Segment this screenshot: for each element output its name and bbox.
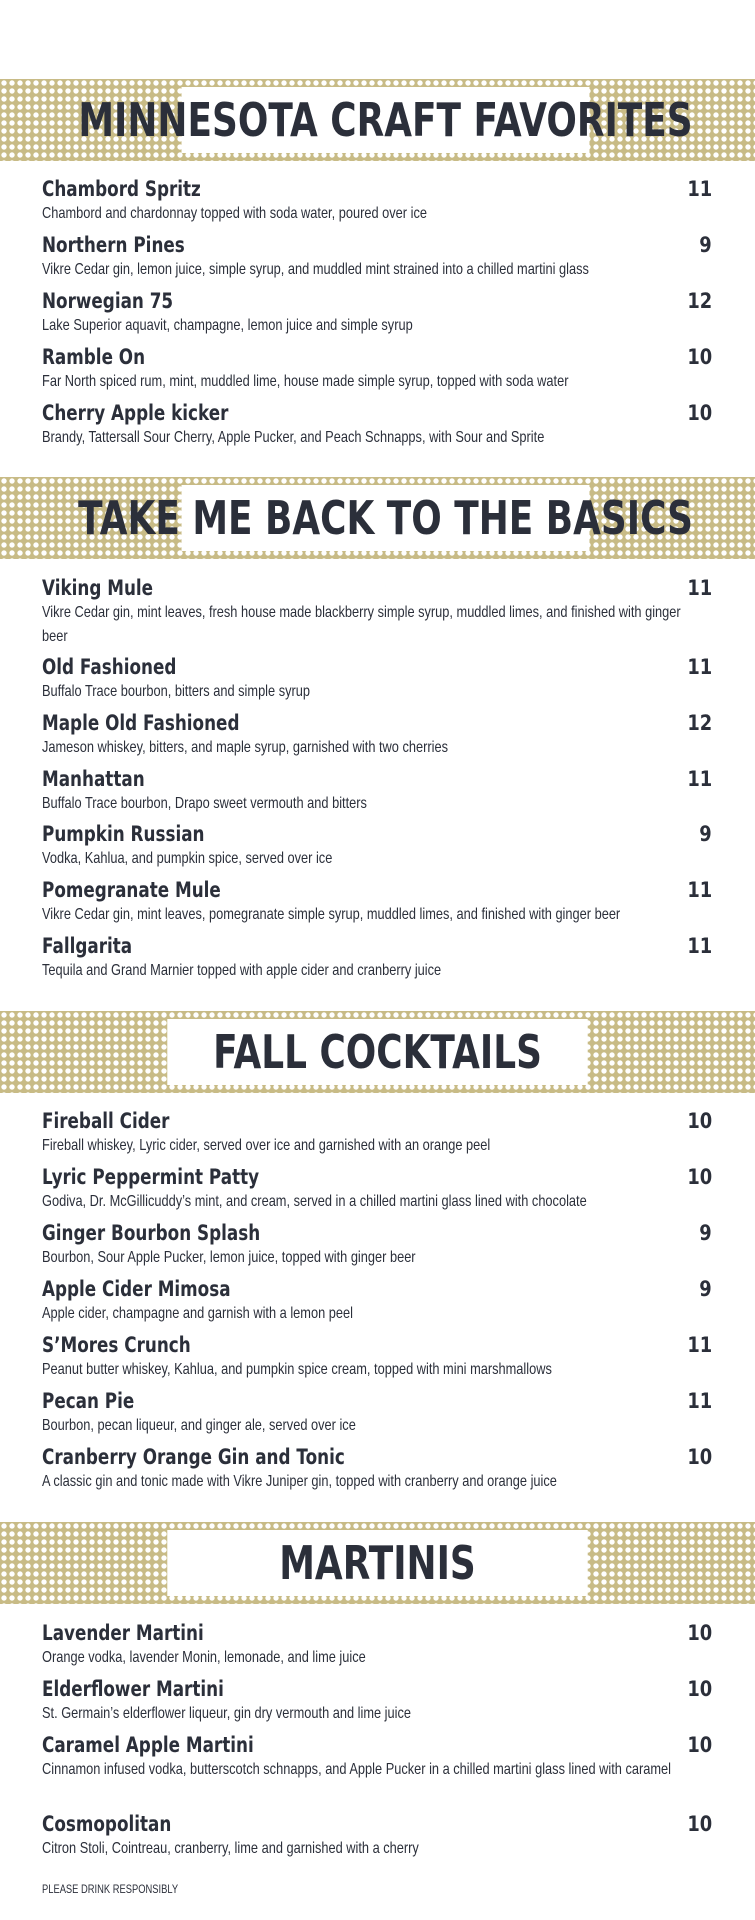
item-name: Cranberry Orange Gin and Tonic [42, 1445, 345, 1469]
menu-item [42, 176, 712, 226]
item-name: Ginger Bourbon Splash [42, 1221, 261, 1245]
item-price: 11 [687, 934, 712, 958]
section-header-band [0, 1011, 755, 1093]
item-name: Old Fashioned [42, 655, 177, 679]
item-description: Godiva, Dr. McGillicuddy’s mint, and cream, served in a chilled martini glass lined with chocolate [42, 1193, 587, 1210]
item-description: Vikre Cedar gin, mint leaves, pomegranate simple syrup, muddled limes, and finished with ginger beer [42, 906, 621, 923]
item-price: 11 [687, 878, 712, 902]
menu-item [42, 232, 712, 282]
section-title: MARTINIS [167, 1530, 587, 1596]
item-name: Cosmopolitan [42, 1812, 172, 1836]
item-description: Vikre Cedar gin, lemon juice, simple syrup, and muddled mint strained into a chilled martini glass [42, 261, 589, 278]
item-name: Pecan Pie [42, 1389, 135, 1413]
item-name: Chambord Spritz [42, 177, 201, 201]
item-price: 11 [687, 1333, 712, 1357]
item-description: A classic gin and tonic made with Vikre Juniper gin, topped with cranberry and orange juice [42, 1473, 557, 1490]
item-name: Cherry Apple kicker [42, 401, 229, 425]
menu-item [42, 344, 712, 394]
item-price: 10 [687, 401, 712, 425]
section-title: TAKE ME BACK TO THE BASICS [182, 485, 590, 551]
item-price: 12 [687, 711, 712, 735]
item-price: 11 [687, 1389, 712, 1413]
section-title: MINNESOTA CRAFT FAVORITES [182, 87, 590, 153]
menu-item [42, 1276, 712, 1326]
menu-item [42, 1164, 712, 1214]
item-name: Fireball Cider [42, 1109, 170, 1133]
item-price: 10 [687, 345, 712, 369]
section-header-band [0, 477, 755, 559]
menu-item [42, 288, 712, 338]
item-price: 10 [687, 1733, 712, 1757]
menu-item [42, 710, 712, 760]
item-name: Norwegian 75 [42, 289, 174, 313]
item-description: Buffalo Trace bourbon, bitters and simple syrup [42, 683, 310, 700]
item-description: Vodka, Kahlua, and pumpkin spice, served over ice [42, 850, 333, 867]
menu-item [42, 654, 712, 704]
menu-item [42, 575, 712, 649]
item-name: Manhattan [42, 767, 145, 791]
menu-item [42, 877, 712, 927]
item-description: Orange vodka, lavender Monin, lemonade, and lime juice [42, 1649, 366, 1666]
item-price: 10 [687, 1445, 712, 1469]
section-title: FALL COCKTAILS [167, 1019, 587, 1085]
menu-item [42, 1444, 712, 1494]
item-description: Far North spiced rum, mint, muddled lime, house made simple syrup, topped with soda water [42, 373, 569, 390]
menu-item [42, 1732, 712, 1782]
item-name: Pomegranate Mule [42, 878, 221, 902]
item-description: Buffalo Trace bourbon, Drapo sweet vermouth and bitters [42, 795, 367, 812]
item-description: Vikre Cedar gin, mint leaves, fresh house made blackberry simple syrup, muddled limes, and finished with ginger beer [42, 604, 681, 645]
item-description: Jameson whiskey, bitters, and maple syrup, garnished with two cherries [42, 739, 448, 756]
item-name: Northern Pines [42, 233, 185, 257]
menu-item [42, 1220, 712, 1270]
item-price: 10 [687, 1165, 712, 1189]
item-price: 12 [687, 289, 712, 313]
item-description: Tequila and Grand Marnier topped with apple cider and cranberry juice [42, 962, 442, 979]
item-name: Caramel Apple Martini [42, 1733, 254, 1757]
item-name: Apple Cider Mimosa [42, 1277, 231, 1301]
menu-item [42, 1811, 712, 1861]
item-description: Brandy, Tattersall Sour Cherry, Apple Pucker, and Peach Schnapps, with Sour and Sprite [42, 429, 545, 446]
menu-item [42, 1108, 712, 1158]
item-price: 11 [687, 576, 712, 600]
item-price: 10 [687, 1621, 712, 1645]
item-price: 11 [687, 767, 712, 791]
item-price: 9 [699, 1277, 712, 1301]
menu-item [42, 1620, 712, 1670]
item-price: 9 [699, 1221, 712, 1245]
item-price: 9 [699, 822, 712, 846]
item-description: Apple cider, champagne and garnish with a lemon peel [42, 1305, 353, 1322]
item-price: 9 [699, 233, 712, 257]
item-name: Ramble On [42, 345, 146, 369]
item-name: S’Mores Crunch [42, 1333, 191, 1357]
item-name: Elderflower Martini [42, 1677, 224, 1701]
menu-item [42, 821, 712, 871]
menu-item [42, 1676, 712, 1726]
menu-item [42, 766, 712, 816]
item-description: Lake Superior aquavit, champagne, lemon juice and simple syrup [42, 317, 413, 334]
item-description: Fireball whiskey, Lyric cider, served over ice and garnished with an orange peel [42, 1137, 491, 1154]
item-name: Lavender Martini [42, 1621, 204, 1645]
item-description: Cinnamon infused vodka, butterscotch schnapps, and Apple Pucker in a chilled martini glass lined with caramel [42, 1761, 671, 1778]
item-price: 10 [687, 1677, 712, 1701]
menu-item [42, 1332, 712, 1382]
menu-item [42, 933, 712, 983]
footer-notice: PLEASE DRINK RESPONSIBLY [42, 1882, 179, 1896]
item-description: Bourbon, pecan liqueur, and ginger ale, served over ice [42, 1417, 356, 1434]
item-price: 10 [687, 1109, 712, 1133]
section-header-band [0, 79, 755, 161]
item-name: Pumpkin Russian [42, 822, 205, 846]
item-name: Viking Mule [42, 576, 154, 600]
item-name: Lyric Peppermint Patty [42, 1165, 260, 1189]
item-description: Peanut butter whiskey, Kahlua, and pumpkin spice cream, topped with mini marshmallows [42, 1361, 552, 1378]
menu-item [42, 400, 712, 450]
menu-item [42, 1388, 712, 1438]
item-price: 10 [687, 1812, 712, 1836]
item-description: Citron Stoli, Cointreau, cranberry, lime and garnished with a cherry [42, 1840, 419, 1857]
item-description: Chambord and chardonnay topped with soda water, poured over ice [42, 205, 427, 222]
item-description: Bourbon, Sour Apple Pucker, lemon juice, topped with ginger beer [42, 1249, 416, 1266]
item-name: Maple Old Fashioned [42, 711, 240, 735]
item-price: 11 [687, 177, 712, 201]
item-price: 11 [687, 655, 712, 679]
item-description: St. Germain’s elderflower liqueur, gin dry vermouth and lime juice [42, 1705, 411, 1722]
item-name: Fallgarita [42, 934, 133, 958]
section-header-band [0, 1522, 755, 1604]
